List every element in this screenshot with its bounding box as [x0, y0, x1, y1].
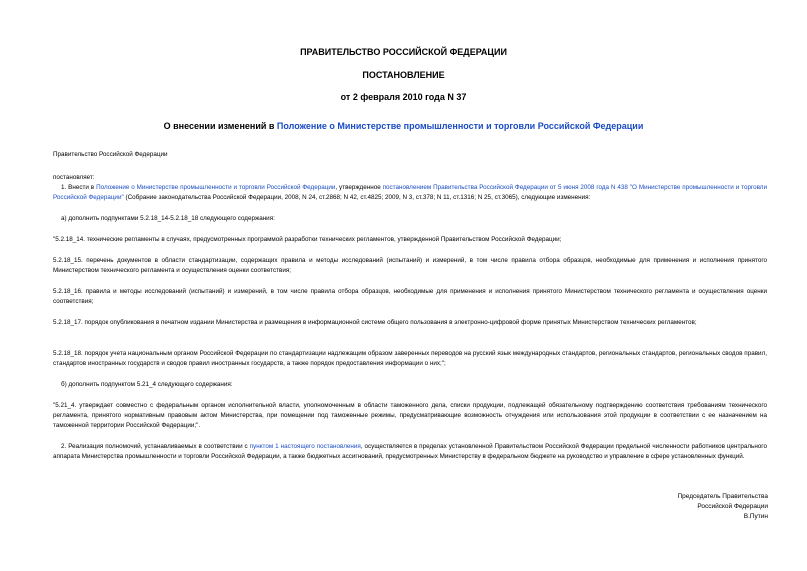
decides-line: постановляет:	[53, 174, 95, 181]
document-type: ПОСТАНОВЛЕНИЕ	[362, 70, 445, 80]
document-date: от 2 февраля 2010 года N 37	[340, 92, 467, 102]
signature-name: В.Путин	[743, 513, 768, 520]
government-heading: ПРАВИТЕЛЬСТВО РОССИЙСКОЙ ФЕДЕРАЦИИ	[300, 47, 507, 57]
signature-country: Российской Федерации	[697, 503, 768, 510]
title-prefix: О внесении изменений в	[163, 121, 277, 131]
subitem-a: а) дополнить подпунктами 5.2.18_14-5.2.18_18 следующего содержания:	[61, 215, 275, 222]
paragraph-5-2-18-15: 5.2.18_15. перечень документов в области стандартизации, содержащих правила и методы исследований (испытаний) и измерений, в том числе правила отбора образцов, необходимые для применения и исполнения принятого Министерством технического регламента и осуществления оценки соответствия;	[53, 257, 767, 274]
paragraph-5-21-4: "5.21_4. утверждает совместно с федеральным органом исполнительной власти, уполномоченным в области таможенного дела, списки продукции, подлежащей обязательному подтверждению соответствия требованиям технического регламента, принятого нормативным правовым актом Министерства, при помещении под таможенные режимы, предусматривающие возможность отчуждения или использования этой продукции в соответствии с ее назначением на таможенной территории Российской Федерации;".	[53, 402, 767, 429]
document-title	[0, 121, 807, 131]
signature-block	[677, 492, 768, 522]
subitem-b: б) дополнить подпунктом 5.21_4 следующего содержания:	[61, 381, 233, 388]
paragraph-5-2-18-16: 5.2.18_16. правила и методы исследований (испытаний) и измерений, в том числе правила отбора образцов, необходимые для применения и исполнения принятого Министерством технического регламента и осуществления оценки соответствия;	[53, 288, 767, 305]
signature-position: Председатель Правительства	[677, 493, 768, 500]
paragraph-5-2-18-14: "5.2.18_14. технические регламенты в случаях, предусмотренных программой разработки технических регламентов, утвержденной Правительством Российской Федерации;	[53, 236, 562, 243]
paragraph-5-2-18-17: 5.2.18_17. порядок опубликования в печатном издании Министерства и размещения в информационной системе общего пользования в электронно-цифровой форме принятых Министерством технических регламентов;	[53, 319, 697, 326]
item-1-link[interactable]: пунктом 1 настоящего постановления	[249, 443, 361, 450]
paragraph-5-2-18-18: 5.2.18_18. порядок учета национальным органом Российской Федерации по стандартизации надлежащим образом заверенных переводов на русский язык международных стандартов, региональных стандартов, региональных сводов правил, стандартов иностранных государств и сводов правил иностранных государств, а также порядок предоставления информации о них;";	[53, 350, 767, 367]
regulation-link[interactable]: Положение о Министерстве промышленности и торговли Российской Федерации	[96, 184, 336, 191]
title-link[interactable]: Положение о Министерстве промышленности и торговли Российской Федерации	[276, 121, 644, 131]
item-2: 2. Реализация полномочий, устанавливаемых в соответствии с пунктом 1 настоящего постановления, осуществляется в пределах установленной Правительством Российской Федерации предельной численности работников центрального аппарата Министерства промышленности и торговли Российской Федерации, а также бюджетных ассигнований, предусмотренных Министерству в федеральном бюджете на руководство и управление в сфере установленных функций.	[53, 443, 767, 460]
item-1: 1. Внести в Положение о Министерстве промышленности и торговли Российской Федерации, утвержденное постановлением Правительства Российской Федерации от 5 июня 2008 года N 438 "О Министерстве промышленности и торговли Российской Федерации" (Собрание законодательства Российской Федерации, 2008, N 24, ст.2868; N 42, ст.4825; 2009, N 3, ст.378; N 11, ст.1316; N 25, ст.3065), следующие изменения:	[53, 184, 768, 201]
resolution-link[interactable]: постановлением Правительства Российской Федерации от 5 июня 2008 года N 438 "О Министерстве промышленности и торговли Российской Федерации"	[53, 184, 768, 201]
government-line: Правительство Российской Федерации	[53, 151, 168, 158]
